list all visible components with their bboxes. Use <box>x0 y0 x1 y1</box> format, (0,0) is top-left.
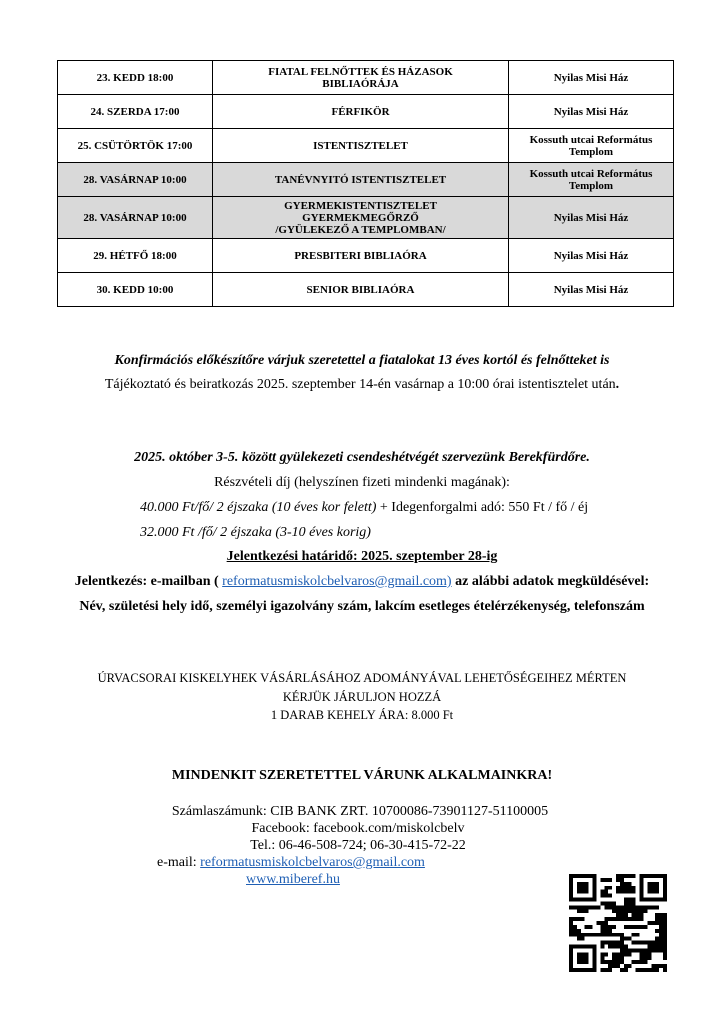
confirmation-info: Tájékoztató és beiratkozás 2025. szeptember 14-én vasárnap a 10:00 órai istentisztelet után. <box>104 377 620 392</box>
schedule-event-line: SENIOR BIBLIAÓRA <box>306 283 415 296</box>
donation-line-3: 1 DARAB KEHELY ÁRA: 8.000 Ft <box>270 708 454 722</box>
closing-message: MINDENKIT SZERETETTEL VÁRUNK ALKALMAINKRA! <box>171 768 553 783</box>
schedule-event-line: /GYÜLEKEZŐ A TEMPLOMBAN/ <box>275 223 446 236</box>
schedule-date: 23. KEDD 18:00 <box>58 61 213 95</box>
schedule-place-line: Nyilas Misi Ház <box>553 211 629 224</box>
schedule-row <box>58 163 674 197</box>
schedule-place <box>509 129 674 163</box>
email-link[interactable]: reformatusmiskolcbelvaros@gmail.com <box>200 855 425 870</box>
schedule-row <box>58 273 674 307</box>
schedule-event-line: BIBLIAÓRÁJA <box>322 77 399 90</box>
retreat-deadline: Jelentkezési határidő: 2025. szeptember 28-ig <box>226 549 498 564</box>
schedule-event-line: FIATAL FELNŐTTEK ÉS HÁZASOK <box>268 65 453 78</box>
schedule-event-line: GYERMEKISTENTISZTELET <box>284 199 437 212</box>
retreat-required-data: Név, születési hely idő, személyi igazolvány szám, lakcím esetleges ételérzékenység, telefonszám <box>79 599 645 614</box>
schedule-place-line: Nyilas Misi Ház <box>553 283 629 296</box>
schedule-place-line: Kossuth utcai Református <box>529 167 653 180</box>
schedule-date: 24. SZERDA 17:00 <box>58 95 213 129</box>
retreat-fee-child: 32.000 Ft /fő/ 2 éjszaka (3-10 éves korig) <box>140 525 371 540</box>
retreat-fee-intro: Részvételi díj (helyszínen fizeti mindenki magának): <box>214 475 510 490</box>
schedule-place-line: Nyilas Misi Ház <box>553 249 629 262</box>
schedule-event-line: ISTENTISZTELET <box>313 139 408 152</box>
schedule-place <box>509 95 674 129</box>
schedule-event <box>213 239 509 273</box>
bank-account: Számlaszámunk: CIB BANK ZRT. 10700086-73901127-51100005 <box>171 804 549 819</box>
schedule-place-line: Templom <box>568 145 614 158</box>
website-info <box>246 871 340 889</box>
phone-info: Tel.: 06-46-508-724; 06-30-415-72-22 <box>250 838 466 853</box>
schedule-place <box>509 163 674 197</box>
retreat-signup: Jelentkezés: e-mailban ( reformatusmiskolcbelvaros@gmail.com) az alábbi adatok megküldésével: <box>74 574 650 589</box>
schedule-table <box>57 60 674 307</box>
schedule-date: 29. HÉTFŐ 18:00 <box>58 239 213 273</box>
retreat-fee-adult: 40.000 Ft/fő/ 2 éjszaka (10 éves kor felett) + Idegenforgalmi adó: 550 Ft / fő / éj <box>140 500 589 515</box>
schedule-date: 30. KEDD 10:00 <box>58 273 213 307</box>
schedule-place-line: Nyilas Misi Ház <box>553 71 629 84</box>
schedule-event-line: FÉRFIKÖR <box>331 105 390 118</box>
schedule-place <box>509 61 674 95</box>
schedule-event <box>213 61 509 95</box>
schedule-place-line: Nyilas Misi Ház <box>553 105 629 118</box>
schedule-event <box>213 273 509 307</box>
email-info: e-mail: reformatusmiskolcbelvaros@gmail.com <box>157 855 425 870</box>
schedule-row <box>58 129 674 163</box>
schedule-place-line: Kossuth utcai Református <box>529 133 653 146</box>
schedule-event-line: TANÉVNYITÓ ISTENTISZTELET <box>274 173 447 186</box>
schedule-place <box>509 239 674 273</box>
donation-line-2: KÉRJÜK JÁRULJON HOZZÁ <box>282 690 442 704</box>
schedule-place <box>509 197 674 239</box>
website-link[interactable]: www.miberef.hu <box>246 872 340 887</box>
schedule-event-line: GYERMEKMEGŐRZŐ <box>302 211 419 224</box>
schedule-date: 25. CSÜTÖRTÖK 17:00 <box>58 129 213 163</box>
schedule-row <box>58 239 674 273</box>
schedule-row <box>58 197 674 239</box>
schedule-event <box>213 129 509 163</box>
schedule-date: 28. VASÁRNAP 10:00 <box>58 163 213 197</box>
schedule-event <box>213 95 509 129</box>
schedule-event-line: PRESBITERI BIBLIAÓRA <box>294 249 427 262</box>
donation-line-1: ÚRVACSORAI KISKELYHEK VÁSÁRLÁSÁHOZ ADOMÁNYÁVAL LEHETŐSÉGEIHEZ MÉRTEN <box>97 671 627 685</box>
qr-code-icon <box>569 874 667 972</box>
retreat-headline: 2025. október 3-5. között gyülekezeti csendeshétvégét szervezünk Berekfürdőre. <box>134 450 590 465</box>
schedule-place-line: Templom <box>568 179 614 192</box>
schedule-event <box>213 197 509 239</box>
schedule-event <box>213 163 509 197</box>
confirmation-headline: Konfirmációs előkészítőre várjuk szeretettel a fiatalokat 13 éves kortól és felnőtteket is <box>114 353 610 368</box>
signup-email-link[interactable]: reformatusmiskolcbelvaros@gmail.com) <box>222 574 452 589</box>
schedule-date: 28. VASÁRNAP 10:00 <box>58 197 213 239</box>
facebook-info: Facebook: facebook.com/miskolcbelv <box>251 821 465 836</box>
schedule-place <box>509 273 674 307</box>
schedule-row <box>58 95 674 129</box>
schedule-row <box>58 61 674 95</box>
